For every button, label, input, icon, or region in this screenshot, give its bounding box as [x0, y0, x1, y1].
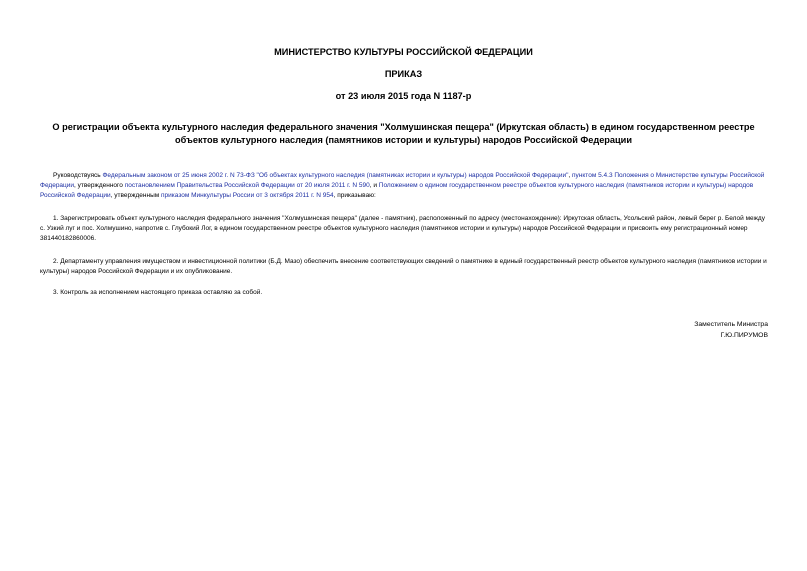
date-number-heading: от 23 июля 2015 года N 1187-р [335, 91, 472, 101]
preamble-text: , приказываю: [333, 192, 376, 199]
signatory-name: Г.Ю.ПИРУМОВ [720, 332, 768, 339]
preamble-text: , утвержденного [74, 182, 125, 189]
registry-regulation-link[interactable]: Положением о едином государственном реестре объектов культурного наследия (памятников истории и культуры) народов Российской Федерации [40, 182, 754, 199]
preamble-text: , и [369, 182, 379, 189]
doc-type-heading: ПРИКАЗ [384, 69, 423, 79]
ministry-order-link[interactable]: приказом Минкультуры России от 3 октября 2011 г. N 954 [161, 192, 334, 199]
ministry-regulation-link[interactable]: пунктом 5.4.3 Положения о Министерстве культуры Российской Федерации [40, 172, 765, 189]
preamble-text: , [568, 172, 573, 179]
order-item-2: 2. Департаменту управления имуществом и инвестиционной политики (Б.Д. Мазо) обеспечить внесение соответствующих сведений о памятнике в единый государственный реестр объектов культурного наследия (памятников истории и культуры) народов Российской Федерации и их опубликование. [40, 258, 767, 275]
federal-law-link[interactable]: Федеральным законом от 25 июня 2002 г. N 73-ФЗ "Об объектах культурного наследия (памятниках истории и культуры) народов Российской Федерации" [102, 172, 569, 179]
government-decree-link[interactable]: постановлением Правительства Российской Федерации от 20 июля 2011 г. N 590 [124, 182, 370, 189]
ministry-heading: МИНИСТЕРСТВО КУЛЬТУРЫ РОССИЙСКОЙ ФЕДЕРАЦИИ [274, 47, 533, 57]
preamble-paragraph [40, 171, 768, 201]
order-item-1: 1. Зарегистрировать объект культурного наследия федерального значения "Холмушинская пещера" (далее - памятник), расположенный по адресу (местонахождение): Иркутская область, Усольский район, левый берег р. Белой между с. Узкий луг и пос. Холмушино, напротив с. Глубокий Лог, в едином государственном реестре объектов культурного наследия (памятников истории и культуры) народов Российской Федерации и присвоить ему регистрационный номер 381440182860006. [40, 215, 765, 242]
preamble-text: Руководствуясь [53, 172, 103, 179]
order-item-3: 3. Контроль за исполнением настоящего приказа оставляю за собой. [53, 289, 263, 296]
preamble-text: , утвержденным [110, 192, 162, 199]
document-title: О регистрации объекта культурного наследия федерального значения "Холмушинская пещера" (Иркутская область) в едином государственном реестре объектов культурного наследия (памятников истории и культуры) народов Российской Федерации [52, 122, 755, 145]
signatory-position: Заместитель Министра [694, 321, 768, 328]
